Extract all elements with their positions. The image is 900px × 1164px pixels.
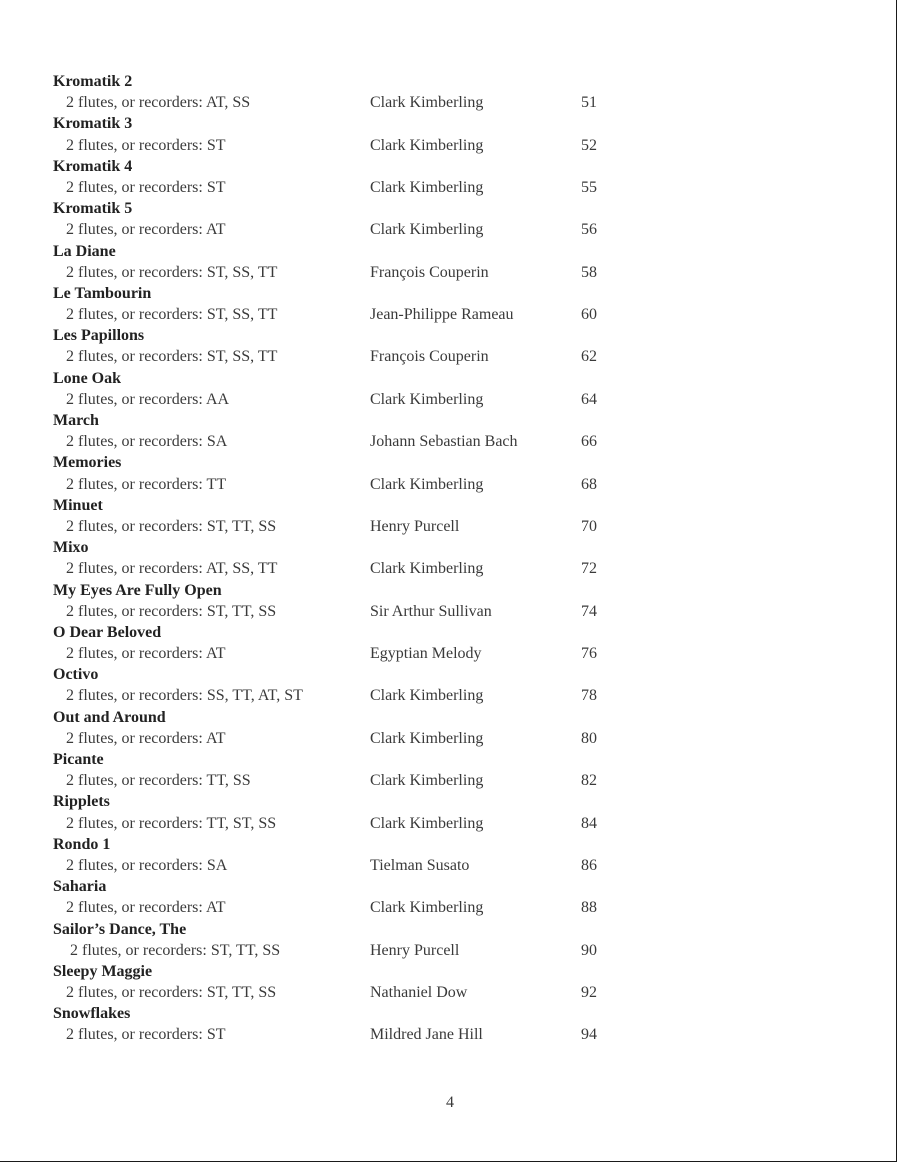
piece-details [53,135,653,156]
composer: Clark Kimberling [370,475,484,493]
piece-details [53,813,653,834]
composer: Johann Sebastian Bach [370,433,518,451]
page-reference: 68 [581,475,597,493]
composer: François Couperin [370,263,489,281]
composer: Mildred Jane Hill [370,1026,483,1044]
piece-details [53,728,653,749]
instrumentation: 2 flutes, or recorders: ST [66,178,226,196]
piece-title: March [53,412,99,429]
toc-entry [53,961,653,1003]
instrumentation: 2 flutes, or recorders: ST, SS, TT [66,263,278,281]
page-reference: 82 [581,772,597,790]
piece-details [53,516,653,537]
instrumentation: 2 flutes, or recorders: AT [66,899,226,917]
page-reference: 80 [581,729,597,747]
composer: Jean-Philippe Rameau [370,306,514,324]
toc-entry [53,410,653,452]
composer: Clark Kimberling [370,560,484,578]
page-reference: 76 [581,645,597,663]
toc-entry [53,283,653,325]
page-reference: 78 [581,687,597,705]
piece-details [53,431,653,452]
instrumentation: 2 flutes, or recorders: ST, TT, SS [66,517,277,535]
toc-entry [53,368,653,410]
composer: Clark Kimberling [370,772,484,790]
instrumentation: 2 flutes, or recorders: TT, SS [66,772,251,790]
composer: Nathaniel Dow [370,984,468,1002]
piece-title: Kromatik 5 [53,200,133,218]
toc-entry [53,834,653,876]
piece-details [53,1024,653,1045]
piece-title: Snowflakes [53,1005,131,1023]
piece-title: Les Papillons [53,327,145,345]
piece-title: La Diane [53,242,116,260]
page-reference: 70 [581,517,597,535]
piece-title: Octivo [53,666,99,684]
instrumentation: 2 flutes, or recorders: AT [66,221,226,239]
page-reference: 74 [581,602,597,620]
instrumentation: 2 flutes, or recorders: ST, SS, TT [66,348,278,366]
table-of-contents [53,71,653,1046]
piece-details [53,601,653,622]
piece-title: Kromatik 2 [53,73,133,90]
piece-details [53,940,653,961]
composer: Clark Kimberling [370,136,484,154]
page-reference: 64 [581,390,597,408]
piece-details [53,855,653,876]
piece-details [53,304,653,325]
toc-entry [53,325,653,367]
page-reference: 58 [581,263,597,281]
toc-entry [53,580,653,622]
piece-details [53,558,653,579]
piece-details [53,177,653,198]
piece-details [53,474,653,495]
piece-details [53,389,653,410]
toc-entry [53,876,653,918]
composer: Clark Kimberling [370,221,484,239]
piece-title: Sleepy Maggie [53,962,153,980]
instrumentation: 2 flutes, or recorders: AA [66,390,230,408]
piece-title: Sailor’s Dance, The [53,920,187,938]
page-number: 4 [446,1094,454,1111]
composer: Tielman Susato [370,856,470,874]
piece-details [53,262,653,283]
composer: Clark Kimberling [370,178,484,196]
toc-entry [53,919,653,961]
page-reference: 86 [581,856,597,874]
piece-title: Minuet [53,496,103,514]
composer: Clark Kimberling [370,94,484,112]
toc-entry [53,198,653,240]
piece-title: Memories [53,454,122,472]
composer: Henry Purcell [370,941,460,959]
instrumentation: 2 flutes, or recorders: SA [66,856,228,874]
toc-entry [53,664,653,706]
piece-title: Kromatik 3 [53,115,133,133]
page-reference: 72 [581,560,597,578]
page-reference: 51 [581,94,597,112]
instrumentation: 2 flutes, or recorders: ST, TT, SS [66,602,277,620]
composer: Clark Kimberling [370,687,484,705]
piece-title: Rondo 1 [53,835,111,853]
toc-entry [53,791,653,833]
piece-title: My Eyes Are Fully Open [53,581,222,599]
piece-title: O Dear Beloved [53,623,162,641]
composer: Clark Kimberling [370,390,484,408]
page-reference: 94 [581,1026,597,1044]
composer: Clark Kimberling [370,729,484,747]
toc-entry [53,622,653,664]
toc-entry [53,156,653,198]
instrumentation: 2 flutes, or recorders: ST, TT, SS [66,984,277,1002]
instrumentation: 2 flutes, or recorders: ST [66,1026,226,1044]
page-reference: 66 [581,433,597,451]
piece-title: Lone Oak [53,369,122,387]
page-reference: 52 [581,136,597,154]
instrumentation: 2 flutes, or recorders: TT, ST, SS [66,814,277,832]
piece-title: Ripplets [53,793,110,811]
toc-entry [53,707,653,749]
piece-details [53,219,653,240]
composer: Henry Purcell [370,517,460,535]
page-reference: 84 [581,814,597,832]
page-reference: 88 [581,899,597,917]
piece-title: Picante [53,751,104,768]
piece-details [53,982,653,1003]
toc-entry [53,71,653,113]
toc-entry [53,537,653,579]
instrumentation: 2 flutes, or recorders: ST, SS, TT [66,306,278,324]
toc-entry [53,495,653,537]
instrumentation: 2 flutes, or recorders: TT [66,475,227,493]
toc-entry [53,113,653,155]
composer: François Couperin [370,348,489,366]
instrumentation: 2 flutes, or recorders: ST, TT, SS [70,941,281,959]
piece-title: Saharia [53,878,107,896]
piece-title: Out and Around [53,708,166,726]
instrumentation: 2 flutes, or recorders: AT [66,645,226,663]
toc-entry [53,241,653,283]
page-reference: 90 [581,941,597,959]
piece-details [53,92,653,113]
piece-title: Kromatik 4 [53,157,133,175]
page-reference: 55 [581,178,597,196]
composer: Sir Arthur Sullivan [370,602,492,620]
piece-details [53,897,653,918]
piece-details [53,643,653,664]
page-reference: 62 [581,348,597,366]
instrumentation: 2 flutes, or recorders: SS, TT, AT, ST [66,687,303,705]
composer: Egyptian Melody [370,645,482,663]
toc-entry [53,452,653,494]
toc-entry [53,749,653,791]
piece-details [53,770,653,791]
page-reference: 56 [581,221,597,239]
instrumentation: 2 flutes, or recorders: SA [66,433,228,451]
instrumentation: 2 flutes, or recorders: AT [66,729,226,747]
piece-title: Le Tambourin [53,284,152,302]
composer: Clark Kimberling [370,899,484,917]
piece-details [53,685,653,706]
instrumentation: 2 flutes, or recorders: AT, SS [66,94,251,112]
composer: Clark Kimberling [370,814,484,832]
page-reference: 60 [581,306,597,324]
instrumentation: 2 flutes, or recorders: ST [66,136,226,154]
piece-title: Mixo [53,539,89,557]
toc-entry [53,1003,653,1045]
instrumentation: 2 flutes, or recorders: AT, SS, TT [66,560,278,578]
page-reference: 92 [581,984,597,1002]
piece-details [53,346,653,367]
